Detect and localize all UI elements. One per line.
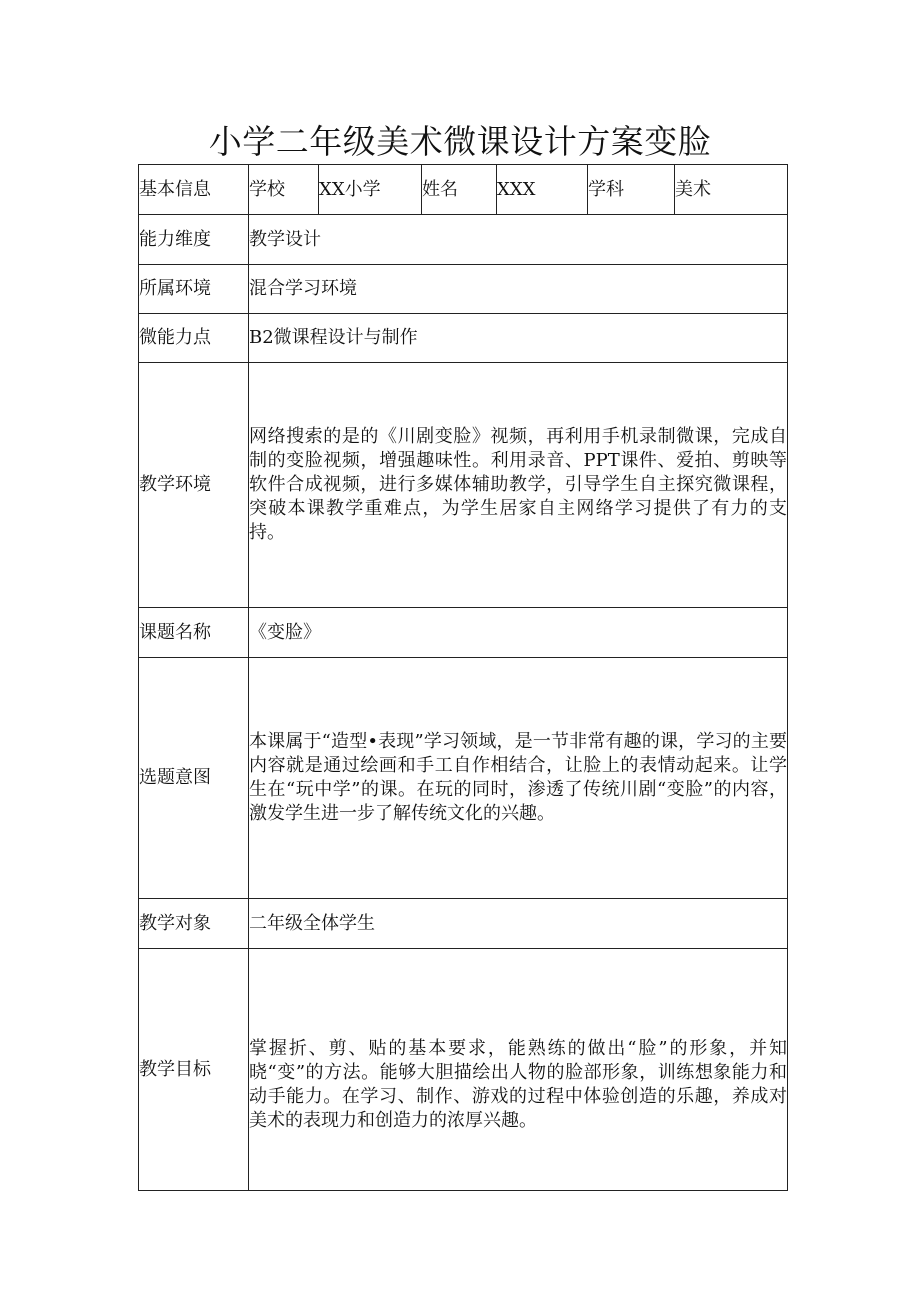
micro-ability-value: B2微课程设计与制作 — [249, 314, 788, 363]
school-value: XX小学 — [319, 165, 422, 215]
basic-info-label: 基本信息 — [139, 165, 249, 215]
row-lesson-title — [139, 608, 788, 658]
teaching-target-value: 二年级全体学生 — [249, 899, 788, 949]
teaching-environment-value: 网络搜索的是的《川剧变脸》视频，再利用手机录制微课，完成自制的变脸视频，增强趣味性。利用录音、PPT课件、爱拍、剪映等软件合成视频，进行多媒体辅助教学，引导学生自主探究微课程，突破本课教学重难点，为学生居家自主网络学习提供了有力的支持。 — [249, 363, 788, 608]
environment-label: 所属环境 — [139, 265, 249, 314]
teaching-target-label: 教学对象 — [139, 899, 249, 949]
environment-value: 混合学习环境 — [249, 265, 788, 314]
lesson-title-value: 《变脸》 — [249, 608, 788, 658]
subject-value: 美术 — [675, 165, 788, 215]
teaching-goal-value: 掌握折、剪、贴的基本要求，能熟练的做出“脸”的形象，并知晓“变”的方法。能够大胆描绘出人物的脸部形象，训练想象能力和动手能力。在学习、制作、游戏的过程中体验创造的乐趣，养成对美术的表现力和创造力的浓厚兴趣。 — [249, 949, 788, 1191]
row-basic-info — [139, 165, 788, 215]
row-micro-ability — [139, 314, 788, 363]
lesson-plan-table — [138, 164, 788, 1191]
teaching-environment-label: 教学环境 — [139, 363, 249, 608]
row-teaching-goal — [139, 949, 788, 1191]
row-teaching-target — [139, 899, 788, 949]
name-value: XXX — [497, 165, 588, 215]
school-label: 学校 — [249, 165, 319, 215]
name-label: 姓名 — [422, 165, 497, 215]
topic-intent-label: 选题意图 — [139, 658, 249, 899]
row-ability-dimension — [139, 215, 788, 265]
row-environment — [139, 265, 788, 314]
micro-ability-label: 微能力点 — [139, 314, 249, 363]
row-teaching-environment — [139, 363, 788, 608]
ability-dimension-label: 能力维度 — [139, 215, 249, 265]
ability-dimension-value: 教学设计 — [249, 215, 788, 265]
topic-intent-value: 本课属于“造型•表现”学习领域，是一节非常有趣的课，学习的主要内容就是通过绘画和手工自作相结合，让脸上的表情动起来。让学生在“玩中学”的课。在玩的同时，渗透了传统川剧“变脸”的内容，激发学生进一步了解传统文化的兴趣。 — [249, 658, 788, 899]
row-topic-intent — [139, 658, 788, 899]
lesson-title-label: 课题名称 — [139, 608, 249, 658]
document-title: 小学二年级美术微课设计方案变脸 — [208, 122, 712, 161]
subject-label: 学科 — [588, 165, 675, 215]
teaching-goal-label: 教学目标 — [139, 949, 249, 1191]
